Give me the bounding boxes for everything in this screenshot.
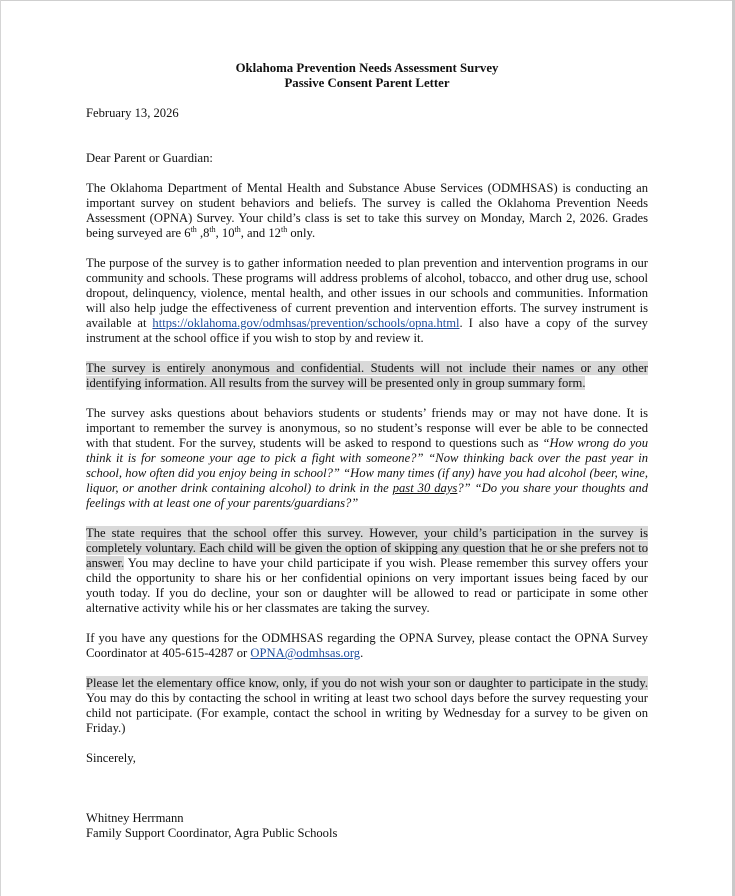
question-2: “Now thinking back over the past year in school, how often did you enjoy being in school?” (86, 451, 648, 480)
question-3a: “How many times (if any) have you had alcohol (beer, wine, liquor, or another drink containing alcohol) to drink in the (86, 466, 648, 495)
intro-end: only. (287, 226, 316, 240)
salutation: Dear Parent or Guardian: (86, 151, 213, 165)
grade-12-suffix: th (280, 224, 288, 234)
paragraph-voluntary (86, 526, 648, 616)
voluntary-highlight: The state requires that the school offer this survey. However, your child’s participation in the survey is completely voluntary. Each child will be given the option of skipping any question that he or she prefers not to answer. (86, 526, 648, 570)
contact-end: . (360, 646, 364, 660)
survey-instrument-link[interactable]: https://oklahoma.gov/odmhsas/prevention/schools/opna.html (152, 316, 460, 330)
opt-out-rest: You may do this by contacting the school in writing at least two school days before the survey requesting your child not participate. (For example, contact the school in writing by Wednesday for a survey to be given on Friday.) (86, 691, 648, 735)
signer-title: Family Support Coordinator, Agra Public Schools (86, 826, 338, 840)
email-link[interactable]: OPNA@odmhsas.org (250, 646, 361, 660)
paragraph-intro (86, 181, 648, 241)
question-3b: ?” (457, 481, 471, 495)
page-border-left (0, 0, 1, 896)
intro-sep-3: , and 12 (240, 226, 281, 240)
closing: Sincerely, (86, 751, 136, 765)
paragraph-opt-out (86, 676, 648, 736)
letter-date: February 13, 2026 (86, 106, 179, 120)
grade-6-suffix: th (190, 224, 197, 234)
voluntary-rest: You may decline to have your child participate if you wish. Please remember this survey offers your child the opportunity to share his or her confidential opinions on very important issues being faced by our youth today. If you do decline, your son or daughter will be allowed to read or participate in some other alternative activity while his or her classmates are taking the survey. (86, 556, 648, 615)
question-4: “Do you share your thoughts and feelings with at least one of your parents/guardians?” (86, 481, 648, 510)
intro-sep-2: , 10 (215, 226, 235, 240)
purpose-end: . I also have a copy of the survey instrument at the school office if you wish to stop by and review it. (86, 316, 648, 345)
signer-name: Whitney Herrmann (86, 811, 184, 825)
purpose-text: The purpose of the survey is to gather information needed to plan prevention and intervention programs in our community and schools. These programs will address problems of alcohol, tobacco, and other drug use, school dropout, delinquency, violence, mental health, and other issues in our schools and communities. Information will also help judge the effectiveness of current prevention and intervention efforts. The survey instrument is available at (86, 256, 648, 330)
question-1: “How wrong do you think it is for someone your age to pick a fight with someone?” (86, 436, 648, 465)
paragraph-contact (86, 631, 648, 661)
question-3-underline: past 30 days (392, 481, 458, 495)
questions-text: The survey asks questions about behaviors students or students’ friends may or may not have done. It is important to remember the survey is anonymous, so no student’s response will ever be able to be connected with that student. For the survey, students will be asked to respond to questions such as (86, 406, 648, 450)
page-border-top (0, 0, 735, 1)
anonymous-highlight: The survey is entirely anonymous and confidential. Students will not include their names or any other identifying information. All results from the survey will be presented only in group summary form. (86, 361, 648, 390)
contact-or: or (236, 646, 248, 660)
letter-subtitle: Passive Consent Parent Letter (284, 76, 450, 90)
grade-8-suffix: th (209, 224, 216, 234)
opt-out-highlight: Please let the elementary office know, only, if you do not wish your son or daughter to participate in the study. (86, 676, 648, 690)
paragraph-anonymous (86, 361, 648, 391)
paragraph-questions (86, 406, 648, 511)
letter-title: Oklahoma Prevention Needs Assessment Survey (235, 61, 499, 75)
contact-text: If you have any questions for the ODMHSAS regarding the OPNA Survey, please contact the OPNA Survey Coordinator at 405-615-4287 (86, 631, 648, 660)
grade-10-suffix: th (234, 224, 241, 234)
intro-sep-1: ,8 (196, 226, 210, 240)
letter-page (86, 61, 648, 841)
intro-text: The Oklahoma Department of Mental Health and Substance Abuse Services (ODMHSAS) is conducting an important survey on student behaviors and beliefs. The survey is called the Oklahoma Prevention Needs Assessment (OPNA) Survey. Your child’s class is set to take this survey on Monday, March 2, 2026. Grades being surveyed are 6 (86, 181, 648, 240)
paragraph-purpose (86, 256, 648, 346)
